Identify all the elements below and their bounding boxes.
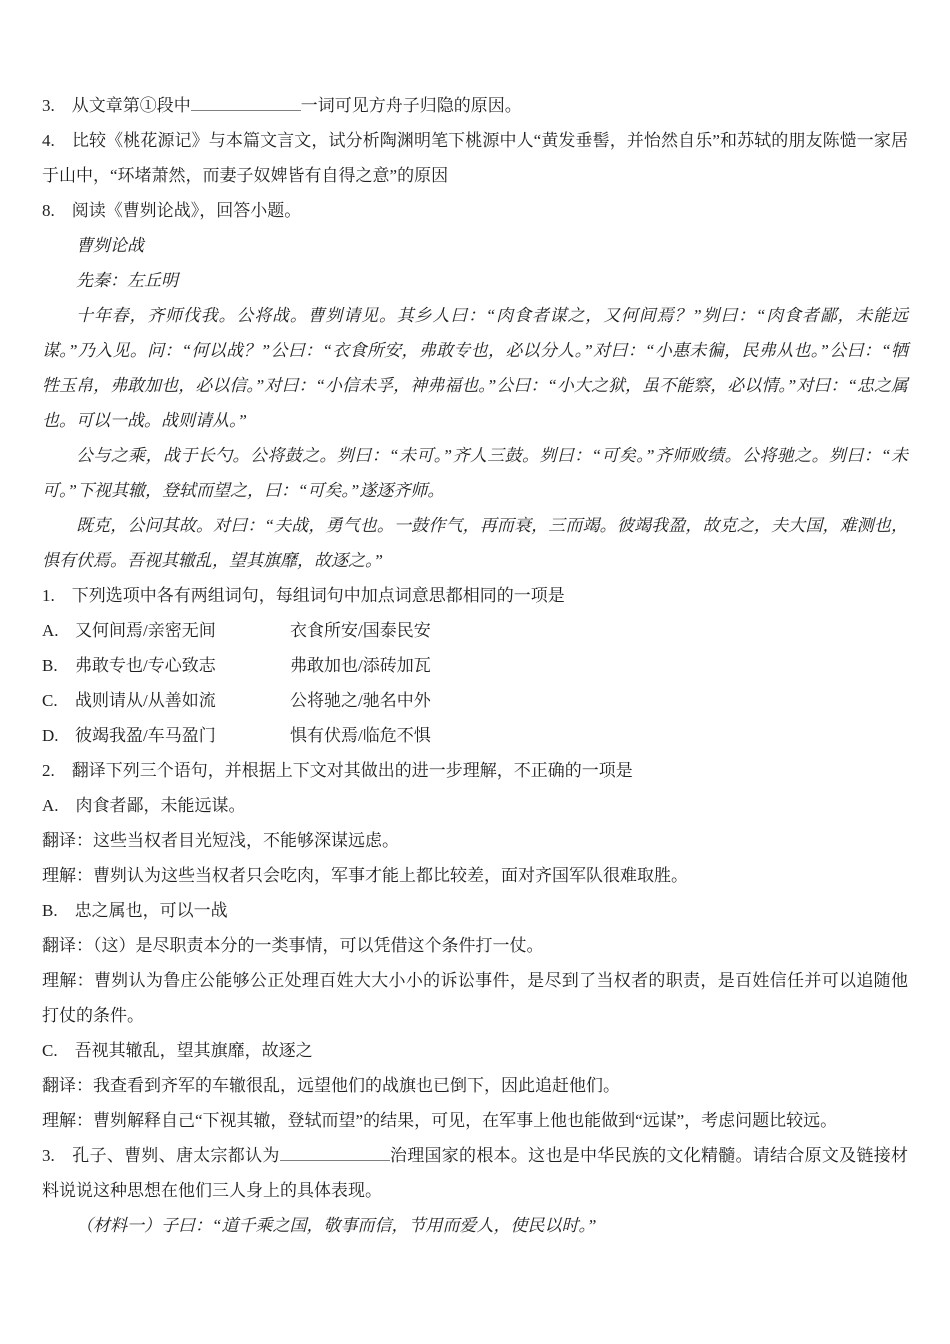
question-1-option-a-label: A.: [42, 621, 59, 640]
question-3-top-prefix: 3. 从文章第①段中: [42, 96, 191, 115]
passage-author: 先秦：左丘明: [76, 271, 178, 290]
passage-paragraph-3: 既克，公问其故。对曰：“夫战，勇气也。一鼓作气，再而衰，三而竭。彼竭我盈，故克之，夫大国，难测也，惧有伏焉。吾视其辙乱，望其旗靡，故逐之。”: [42, 516, 908, 570]
question-1-option-d-pair1: 彼竭我盈/车马盈门: [75, 726, 216, 745]
question-3-top-blank-line: [191, 95, 301, 111]
question-3-bottom: [42, 1138, 908, 1208]
question-3-top-suffix: 一词可见方舟子归隐的原因。: [300, 96, 522, 115]
question-1-option-b-pair2: 弗敢加也/添砖加瓦: [290, 656, 431, 675]
question-1-option-b-pair1: 弗敢专也/专心致志: [75, 656, 216, 675]
question-3-bottom-suffix: 治理国家的根本。这也是中华民族的文化精髓。请结合原文及链接材料说说这种思想在他们三人身上的具体表现。: [42, 1146, 909, 1200]
passage-title: 曹刿论战: [76, 236, 144, 255]
question-2-option-c-translation: 翻译：我查看到齐军的车辙很乱，远望他们的战旗也已倒下，因此追赶他们。: [42, 1076, 620, 1095]
question-2-option-a-translation: 翻译：这些当权者目光短浅，不能够深谋远虑。: [42, 831, 399, 850]
question-1-stem: 1. 下列选项中各有两组词句，每组词句中加点词意思都相同的一项是: [42, 586, 565, 605]
question-2-option-c-understanding: 理解：曹刿解释自己“下视其辙，登轼而望”的结果，可见，在军事上他也能做到“远谋”，考虑问题比较远。: [42, 1111, 838, 1130]
question-1-option-a: [42, 613, 908, 648]
question-1-option-a-pair2: 衣食所安/国泰民安: [290, 621, 431, 640]
question-2-option-b-understanding: 理解：曹刿认为鲁庄公能够公正处理百姓大大小小的诉讼事件，是尽到了当权者的职责，是百姓信任并可以追随他打仗的条件。: [42, 971, 908, 1025]
question-1-option-c: [42, 683, 908, 718]
question-2-stem: 2. 翻译下列三个语句，并根据上下文对其做出的进一步理解，不正确的一项是: [42, 761, 633, 780]
question-1-option-b: [42, 648, 908, 683]
question-2-option-a-understanding: 理解：曹刿认为这些当权者只会吃肉，军事才能上都比较差，面对齐国军队很难取胜。: [42, 866, 688, 885]
question-2-option-a: A. 肉食者鄙，未能远谋。: [42, 796, 246, 815]
passage-paragraph-2: 公与之乘，战于长勺。公将鼓之。刿曰：“未可。”齐人三鼓。刿曰：“可矣。”齐师败绩。公将驰之。刿曰：“未可。”下视其辙，登轼而望之，曰：“可矣。”遂逐齐师。: [42, 446, 908, 500]
question-3-bottom-blank-line: [280, 1145, 390, 1161]
question-1-option-d-pair2: 惧有伏焉/临危不惧: [290, 726, 431, 745]
question-2-option-c: C. 吾视其辙乱，望其旗靡，故逐之: [42, 1041, 313, 1060]
question-3-top: [42, 88, 908, 123]
question-3-bottom-prefix: 3. 孔子、曹刿、唐太宗都认为: [42, 1146, 280, 1165]
passage-paragraph-1: 十年春，齐师伐我。公将战。曹刿请见。其乡人曰：“肉食者谋之，又何间焉？”刿曰：“肉食者鄙，未能远谋。”乃入见。问：“何以战？”公曰：“衣食所安，弗敢专也，必以分人。”对曰：“小惠未徧，民弗从也。”公曰：“牺牲玉帛，弗敢加也，必以信。”对曰：“小信未孚，神弗福也。”公曰：“小大之狱，虽不能察，必以情。”对曰：“忠之属也。可以一战。战则请从。”: [42, 306, 908, 430]
question-2-option-b: B. 忠之属也，可以一战: [42, 901, 228, 920]
question-1-option-d: [42, 718, 908, 753]
material-one: （材料一）子曰：“道千乘之国，敬事而信，节用而爱人，使民以时。”: [76, 1216, 597, 1235]
question-1-option-a-pair1: 又何间焉/亲密无间: [75, 621, 216, 640]
question-1-option-c-pair2: 公将驰之/驰名中外: [290, 691, 431, 710]
question-8: 8. 阅读《曹刿论战》，回答小题。: [42, 201, 302, 220]
question-1-option-c-pair1: 战则请从/从善如流: [75, 691, 216, 710]
question-4: 4. 比较《桃花源记》与本篇文言文，试分析陶渊明笔下桃源中人“黄发垂髻，并怡然自乐”和苏轼的朋友陈慥一家居于山中，“环堵萧然，而妻子奴婢皆有自得之意”的原因: [42, 131, 908, 185]
question-2-option-b-translation: 翻译：（这）是尽职责本分的一类事情，可以凭借这个条件打一仗。: [42, 936, 544, 955]
question-1-option-b-label: B.: [42, 656, 58, 675]
question-1-option-c-label: C.: [42, 691, 58, 710]
question-1-option-d-label: D.: [42, 726, 59, 745]
